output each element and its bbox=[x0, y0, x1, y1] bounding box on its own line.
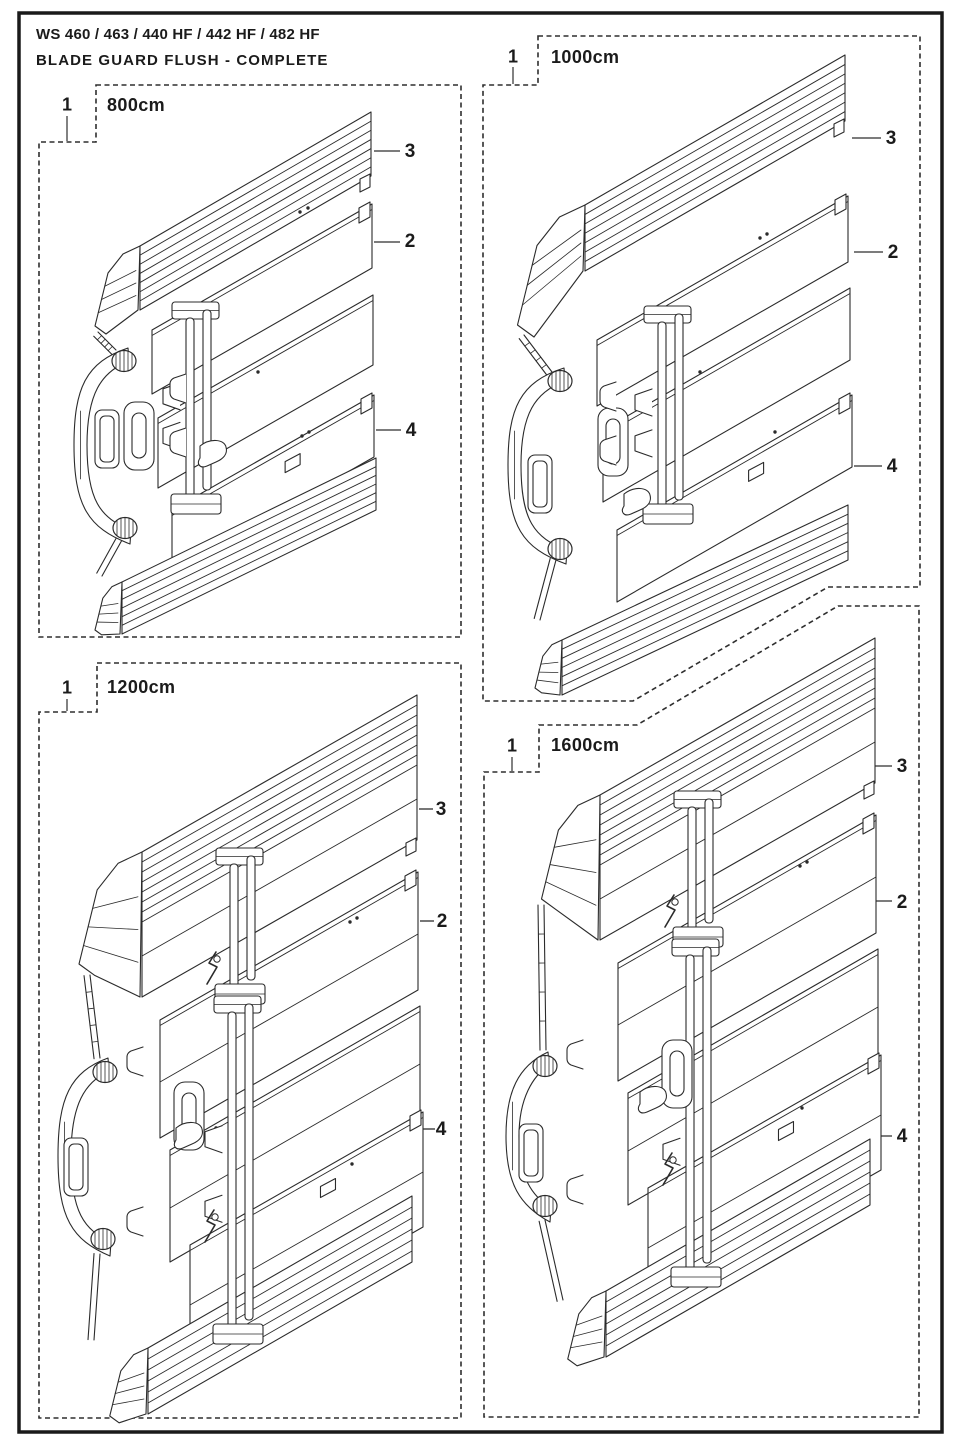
item-label-1600cm: 1 bbox=[506, 735, 518, 756]
blade-guard-drawing-1000cm bbox=[508, 55, 852, 695]
callout-1600-3: 3 bbox=[896, 756, 908, 777]
callout-1600-2: 2 bbox=[896, 892, 908, 913]
callout-800-2: 2 bbox=[404, 231, 416, 252]
size-label-800cm: 800cm bbox=[107, 95, 166, 115]
blade-guard-drawing-800cm bbox=[74, 112, 376, 635]
page-title: WS 460 / 463 / 440 HF / 442 HF / 482 HF bbox=[36, 26, 320, 43]
callout-800-4: 4 bbox=[405, 420, 417, 441]
callout-1200-2: 2 bbox=[436, 911, 448, 932]
size-label-1600cm: 1600cm bbox=[551, 735, 620, 755]
size-label-1200cm: 1200cm bbox=[107, 677, 176, 697]
item-label-1000cm: 1 bbox=[507, 46, 519, 67]
callout-1200-4: 4 bbox=[435, 1119, 447, 1140]
size-label-1000cm: 1000cm bbox=[551, 47, 620, 67]
callout-800-3: 3 bbox=[404, 141, 416, 162]
callout-1000-2: 2 bbox=[887, 242, 899, 263]
item-label-1200cm: 1 bbox=[61, 677, 73, 698]
item-label-800cm: 1 bbox=[61, 94, 73, 115]
blade-guard-drawing-1200cm bbox=[58, 695, 423, 1423]
callout-1000-4: 4 bbox=[886, 456, 898, 477]
callout-1600-4: 4 bbox=[896, 1126, 908, 1147]
callout-1200-3: 3 bbox=[435, 799, 447, 820]
callout-1000-3: 3 bbox=[885, 128, 897, 149]
page-subtitle: BLADE GUARD FLUSH - COMPLETE bbox=[36, 52, 329, 69]
